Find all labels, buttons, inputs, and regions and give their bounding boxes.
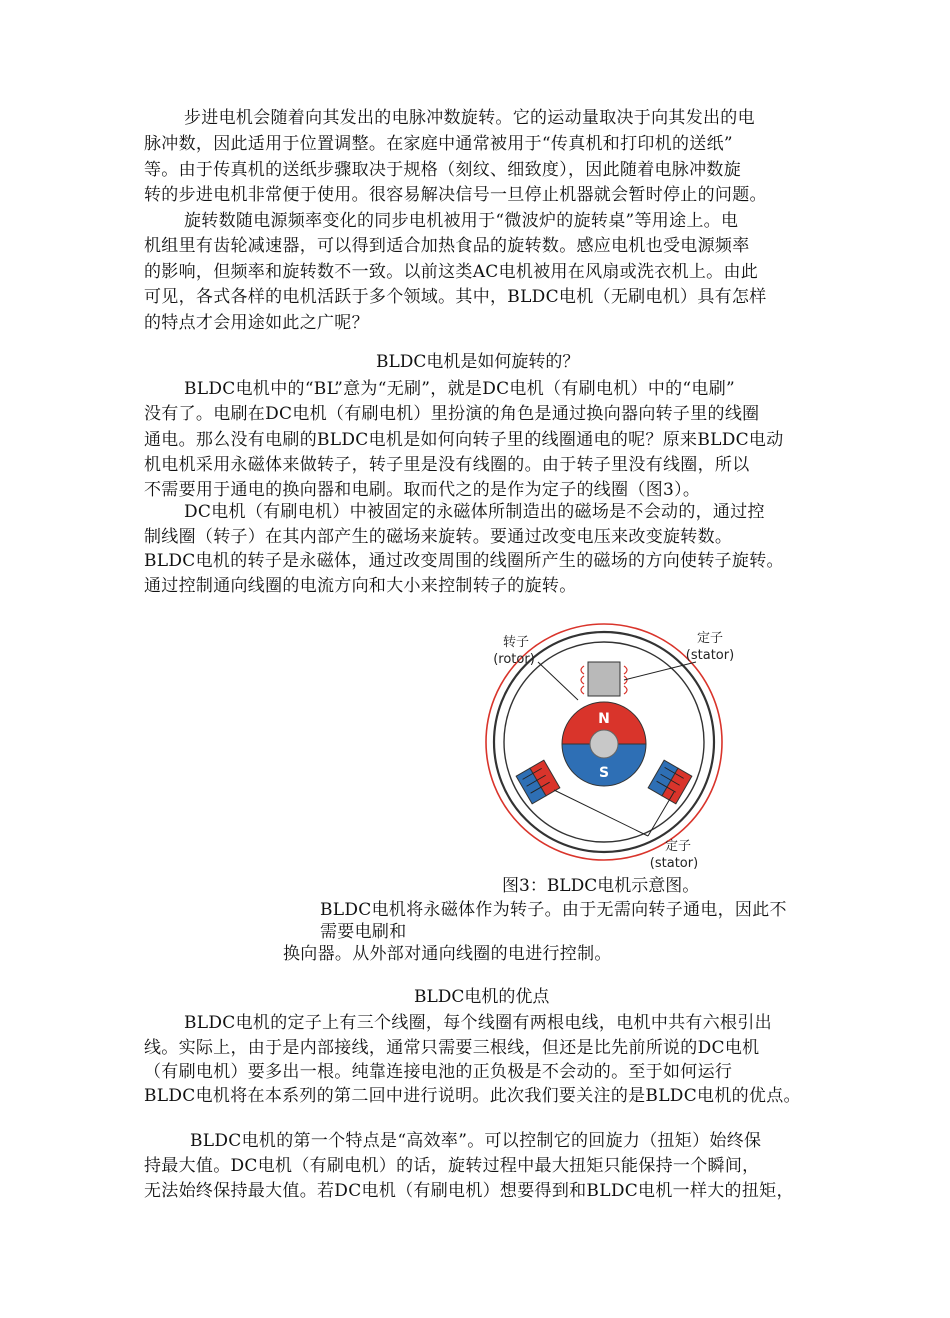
pole-s-label: S: [598, 765, 610, 781]
text-line: 无法始终保持最大值。若DC电机（有刷电机）想要得到和BLDC电机一样大的扭矩，: [144, 1181, 794, 1201]
text-line: 制线圈（转子）在其内部产生的磁场来旋转。要通过改变电压来改变旋转数。: [144, 527, 733, 547]
text-line: （有刷电机）要多出一根。纯靠连接电池的正负极是不会动的。至于如何运行: [144, 1062, 733, 1082]
text-line: 脉冲数，因此适用于位置调整。在家庭中通常被用于“传真机和打印机的送纸”: [144, 134, 733, 154]
text-line: 通过控制通向线圈的电流方向和大小来控制转子的旋转。: [144, 576, 577, 596]
text-line: BLDC电机将永磁体作为转子。由于无需向转子通电，因此不: [320, 900, 787, 920]
rotor-leader-line: [538, 662, 578, 700]
stator-bottom-leader-line: [554, 790, 674, 836]
text-line: 的影响，但频率和旋转数不一致。以前这类AC电机被用在风扇或洗衣机上。由此: [144, 262, 759, 282]
text-line: BLDC电机的定子上有三个线圈，每个线圈有两根电线，电机中共有六根引出: [184, 1013, 772, 1033]
rotor-label-en: (rotor): [493, 652, 535, 667]
text-line: 线。实际上，由于是内部接线，通常只需要三根线，但还是比先前所说的DC电机: [144, 1038, 760, 1058]
text-line: 机电机采用永磁体来做转子，转子里是没有线圈的。由于转子里没有线圈，所以: [144, 455, 750, 475]
stator-pole-top: [581, 662, 627, 696]
text-line: 换向器。从外部对通向线圈的电进行控制。: [283, 944, 612, 964]
stator-pole-left: [516, 760, 560, 804]
text-line: 机组里有齿轮减速器，可以得到适合加热食品的旋转数。感应电机也受电源频率: [144, 236, 750, 256]
text-line: BLDC电机的转子是永磁体，通过改变周围的线圈所产生的磁场的方向使转子旋转。: [144, 551, 784, 571]
text-line: 转的步进电机非常便于使用。很容易解决信号一旦停止机器就会暂时停止的问题。: [144, 185, 767, 205]
stator-top-label-cn: 定子: [696, 631, 724, 646]
text-line: 步进电机会随着向其发出的电脉冲数旋转。它的运动量取决于向其发出的电: [184, 108, 755, 128]
stator-pole-right: [648, 760, 692, 804]
rotor-label-cn: 转子: [502, 635, 530, 650]
text-line: 没有了。电刷在DC电机（有刷电机）里扮演的角色是通过换向器向转子里的线圈: [144, 404, 760, 424]
pole-n-label: N: [598, 711, 610, 727]
text-line: 的特点才会用途如此之广呢？: [144, 313, 369, 333]
section-heading-advantages: BLDC电机的优点: [414, 987, 550, 1007]
stator-top-leader-line: [624, 662, 696, 680]
bldc-motor-diagram: [478, 622, 748, 874]
text-line: 旋转数随电源频率变化的同步电机被用于“微波炉的旋转桌”等用途上。电: [184, 211, 739, 231]
text-line: BLDC电机的第一个特点是“高效率”。可以控制它的回旋力（扭矩）始终保: [190, 1131, 762, 1151]
text-line: 通电。那么没有电刷的BLDC电机是如何向转子里的线圈通电的呢？原来BLDC电动: [144, 430, 784, 450]
stator-top-label-en: (stator): [685, 648, 735, 663]
stator-bottom-label-cn: 定子: [664, 839, 692, 854]
text-line: BLDC电机中的“BL”意为“无刷”，就是DC电机（有刷电机）中的“电刷”: [184, 379, 736, 399]
section-heading-how-rotates: BLDC电机是如何旋转的？: [376, 352, 580, 372]
stator-bottom-label-en: (stator): [649, 856, 699, 871]
text-line: 不需要用于通电的换向器和电刷。取而代之的是作为定子的线圈（图3）。: [144, 480, 701, 500]
text-line: 等。由于传真机的送纸步骤取决于规格（刻纹、细致度），因此随着电脉冲数旋: [144, 160, 741, 180]
figure-caption: 图3：BLDC电机示意图。: [502, 876, 700, 896]
rotor-magnet: [562, 702, 646, 786]
text-line: 持最大值。DC电机（有刷电机）的话，旋转过程中最大扭矩只能保持一个瞬间，: [144, 1156, 760, 1176]
text-line: 需要电刷和: [320, 922, 407, 942]
text-line: DC电机（有刷电机）中被固定的永磁体所制造出的磁场是不会动的，通过控: [184, 502, 765, 522]
text-line: 可见，各式各样的电机活跃于多个领域。其中，BLDC电机（无刷电机）具有怎样: [144, 287, 767, 307]
text-line: BLDC电机将在本系列的第二回中进行说明。此次我们要关注的是BLDC电机的优点。: [144, 1086, 801, 1106]
